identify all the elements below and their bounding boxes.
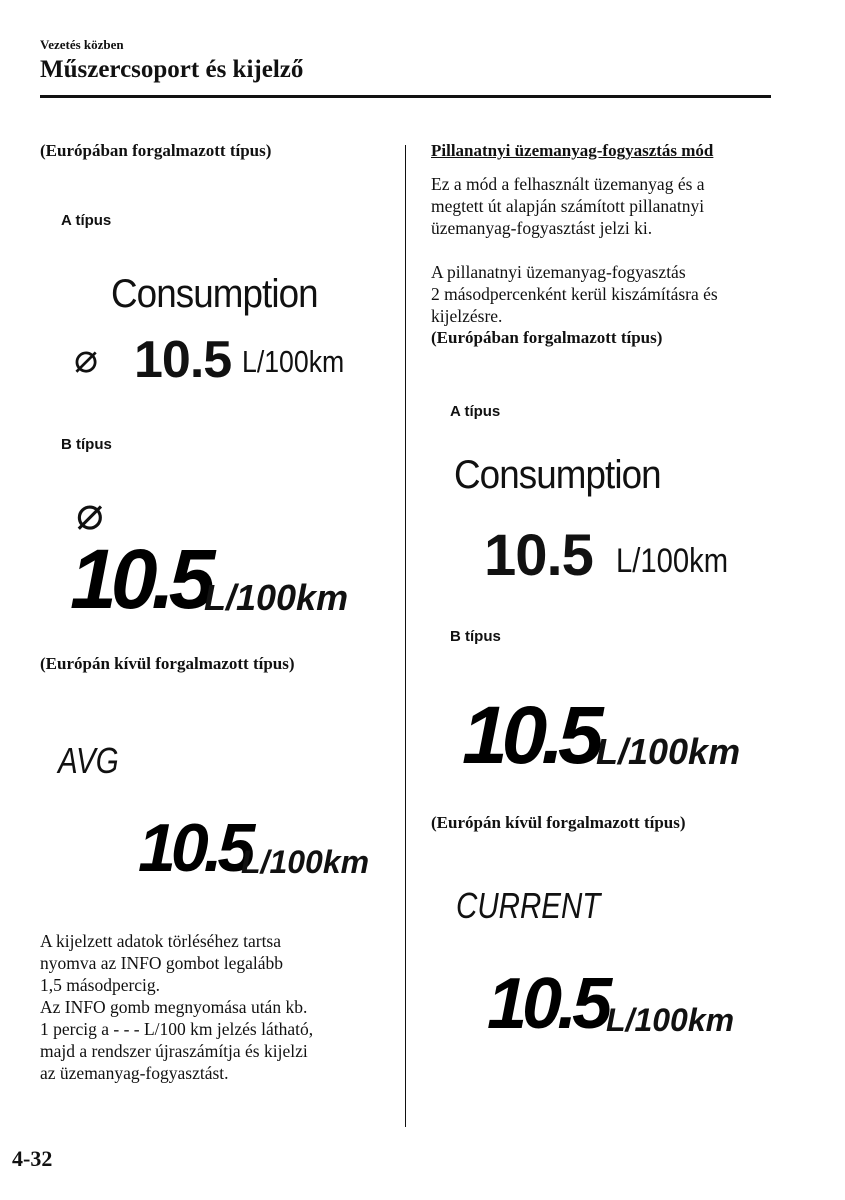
- type-a-unit-right: L/100km: [616, 542, 729, 580]
- eu-heading-right: (Európában forgalmazott típus): [431, 328, 663, 347]
- paragraph-line: A kijelzett adatok törléséhez tartsa: [40, 931, 282, 951]
- paragraph-line: 1,5 másodpercig.: [40, 975, 161, 995]
- current-word: CURRENT: [456, 885, 601, 926]
- non-eu-unit-right: L/100km: [606, 1002, 735, 1038]
- paragraph-line: megtett út alapján számított pillanatnyi: [431, 196, 705, 216]
- type-a-label-left: A típus: [61, 212, 112, 229]
- segment-value: 10.5: [70, 540, 210, 620]
- non-eu-heading-right: (Európán kívül forgalmazott típus): [431, 813, 686, 832]
- paragraph-line: Ez a mód a felhasznált üzemanyag és a: [431, 174, 705, 194]
- paragraph-line: kijelzésre.: [431, 306, 503, 326]
- paragraph-line: üzemanyag-fogyasztást jelzi ki.: [431, 218, 653, 238]
- paragraph-line: Az INFO gomb megnyomása után kb.: [40, 997, 308, 1017]
- consumption-word-left: Consumption: [111, 272, 318, 316]
- paragraph-line: az üzemanyag-fogyasztást.: [40, 1063, 229, 1083]
- mode-paragraph-1: [431, 173, 781, 239]
- avg-word: AVG: [58, 740, 119, 781]
- paragraph-line: A pillanatnyi üzemanyag-fogyasztás: [431, 262, 686, 282]
- title-rule: [40, 95, 771, 98]
- type-a-value-right: 10.5: [484, 523, 593, 588]
- non-eu-heading-left: (Európán kívül forgalmazott típus): [40, 654, 295, 673]
- paragraph-line: majd a rendszer újraszámítja és kijelzi: [40, 1041, 308, 1061]
- non-eu-unit-left: L/100km: [241, 844, 370, 880]
- reset-paragraph: [40, 930, 395, 1084]
- average-symbol-icon-b: ⌀: [76, 487, 104, 539]
- segment-value: 10.5: [462, 695, 598, 775]
- segment-value: 10.5: [138, 815, 251, 885]
- type-b-unit-right: L/100km: [596, 731, 741, 772]
- type-b-label-right: B típus: [450, 628, 501, 645]
- column-divider: [405, 145, 406, 1127]
- section-label: Vezetés közben: [40, 37, 124, 52]
- mode-paragraph-2: [431, 261, 781, 327]
- type-a-unit-left: L/100km: [242, 344, 345, 379]
- type-b-label-left: B típus: [61, 436, 112, 453]
- mode-heading: Pillanatnyi üzemanyag-fogyasztás mód: [431, 141, 714, 160]
- page-number: 4-32: [12, 1146, 53, 1171]
- eu-heading-left: (Európában forgalmazott típus): [40, 141, 272, 160]
- paragraph-line: 1 percig a - - - L/100 km jelzés látható,: [40, 1019, 314, 1039]
- type-a-value-left: 10.5: [134, 331, 232, 389]
- consumption-word-right: Consumption: [454, 453, 661, 497]
- type-b-unit-left: L/100km: [204, 577, 349, 618]
- paragraph-line: 2 másodpercenként kerül kiszámításra és: [431, 284, 718, 304]
- segment-value: 10.5: [487, 968, 608, 1038]
- paragraph-line: nyomva az INFO gombot legalább: [40, 953, 284, 973]
- average-symbol-icon: ⌀: [74, 337, 99, 381]
- type-a-label-right: A típus: [450, 403, 501, 420]
- page-title: Műszercsoport és kijelző: [40, 56, 304, 83]
